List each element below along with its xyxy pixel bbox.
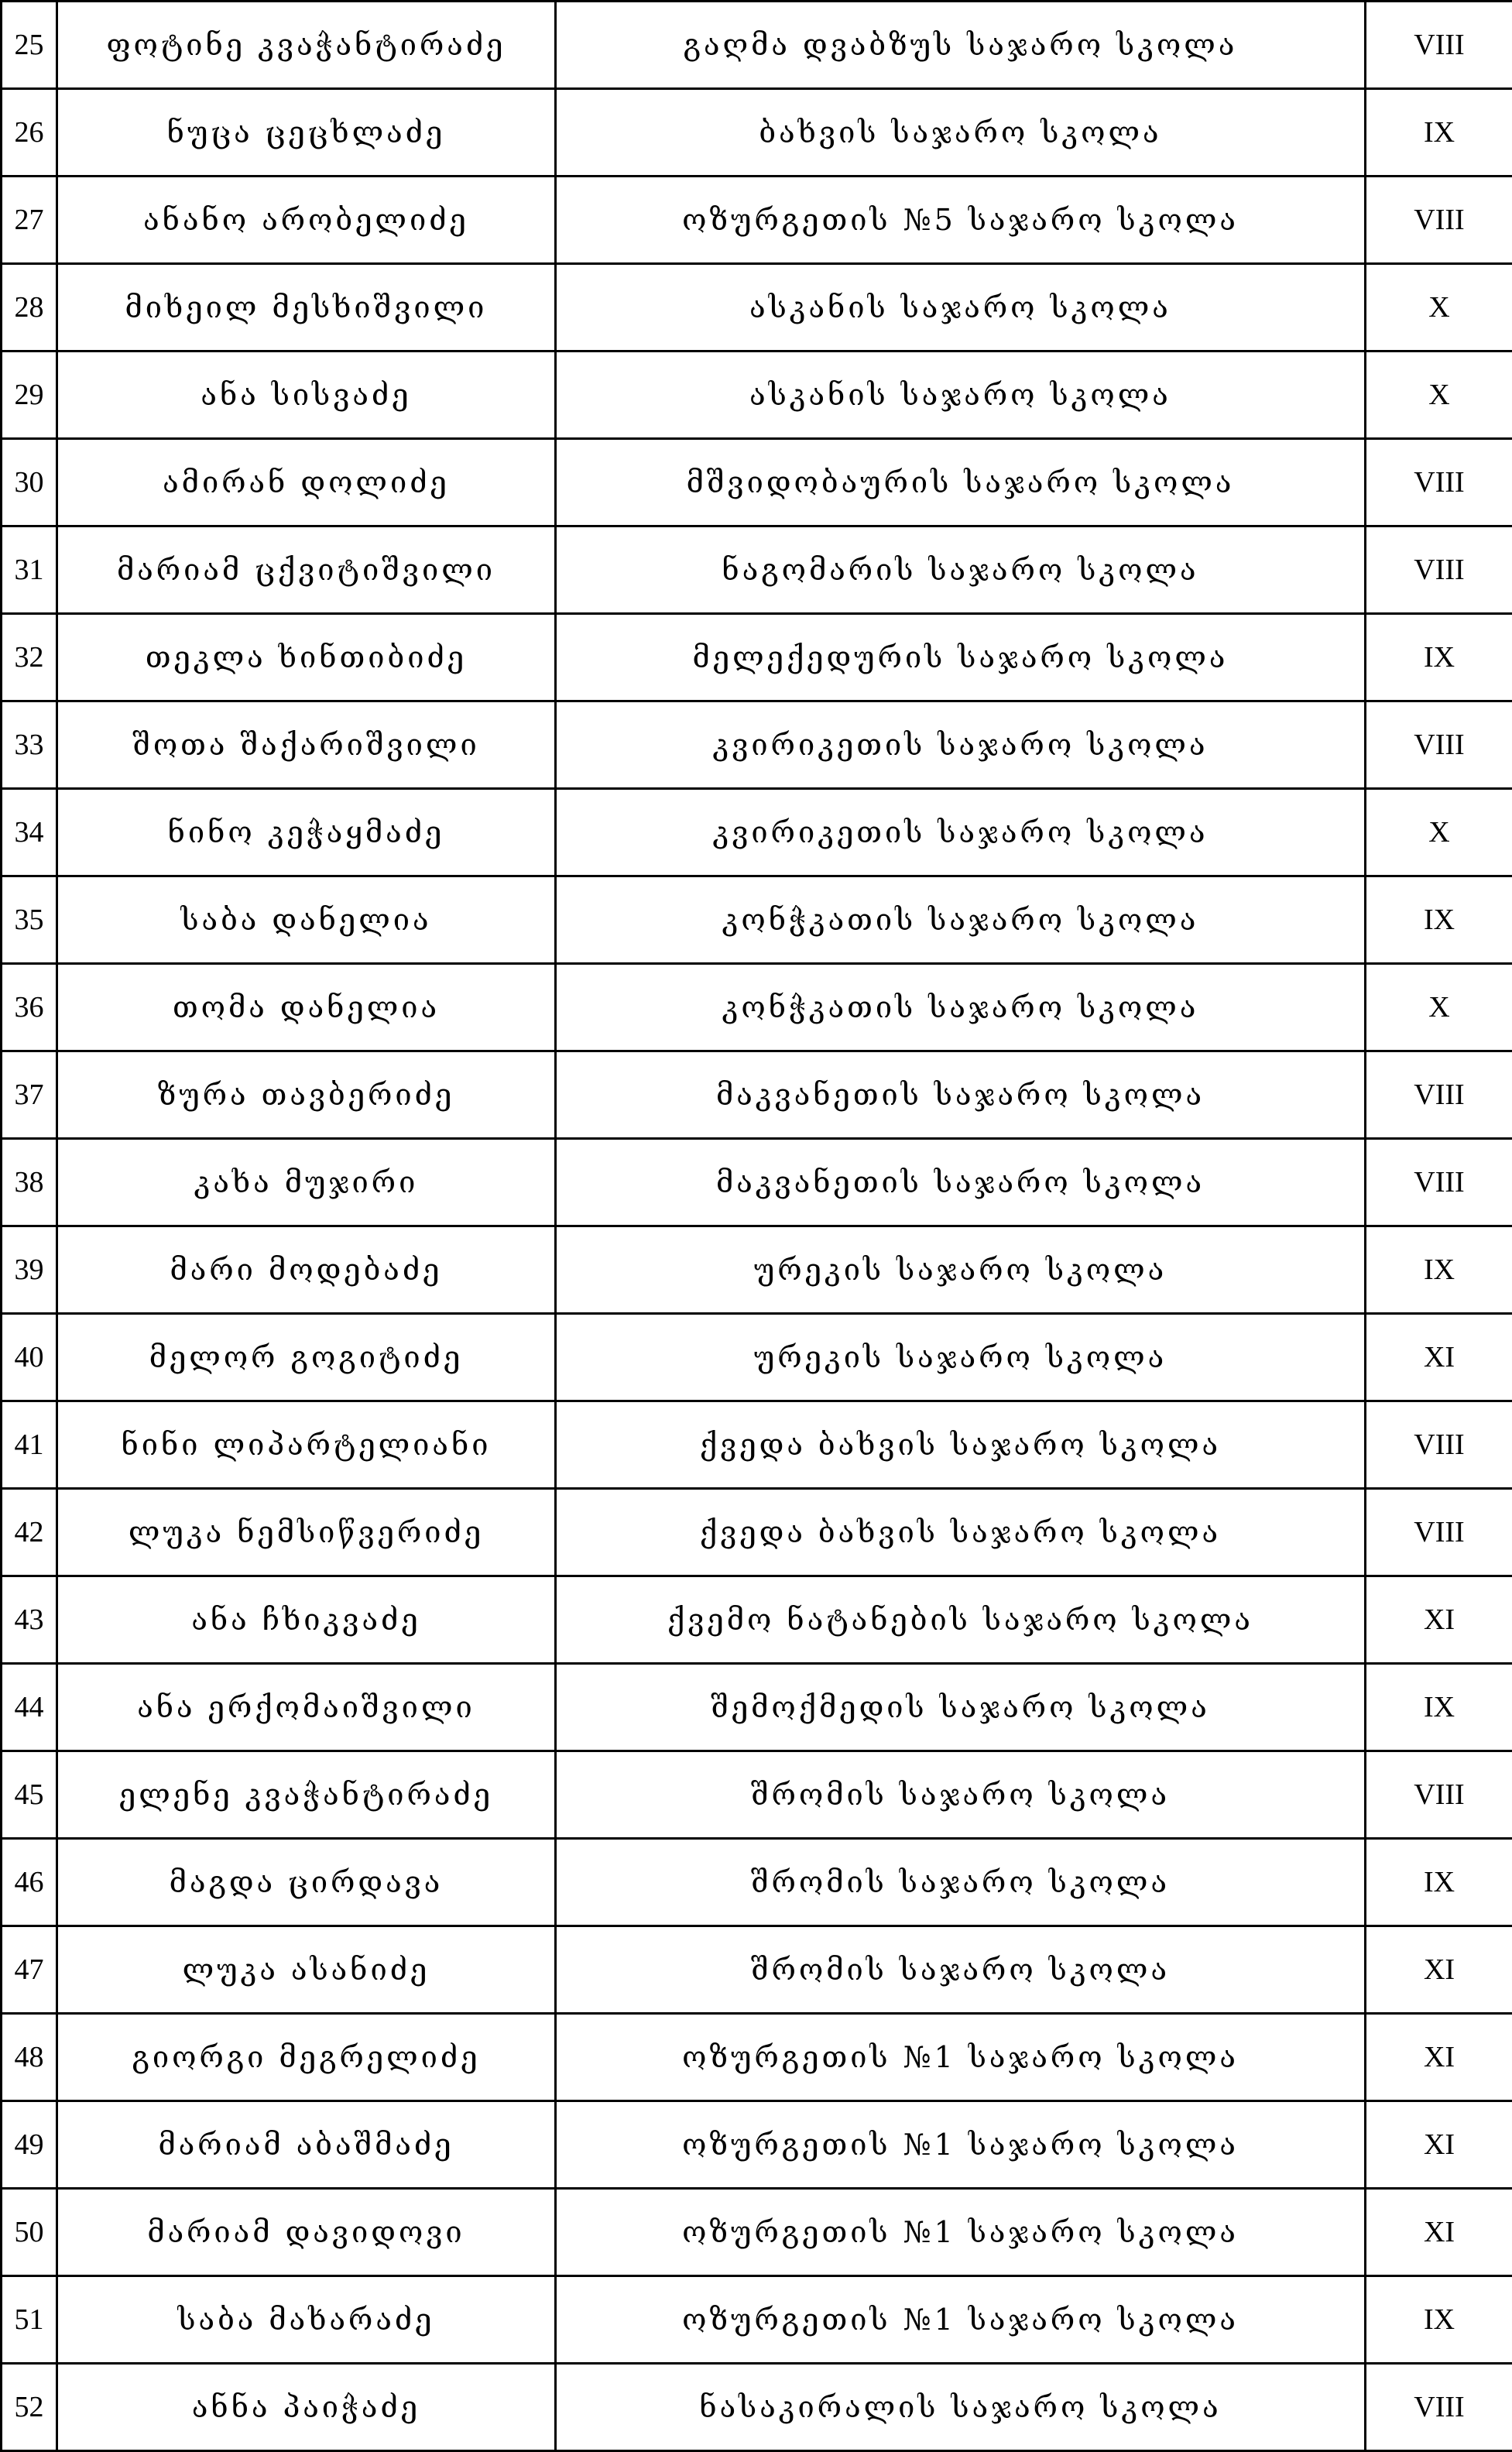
student-name: ანა ერქომაიშვილი (57, 1664, 556, 1751)
school-name: ურეკის საჯარო სკოლა (556, 1314, 1366, 1401)
row-number: 36 (2, 964, 57, 1051)
school-name: კონჭკათის საჯარო სკოლა (556, 964, 1366, 1051)
grade-class: IX (1366, 89, 1512, 177)
grade-class: VIII (1366, 1139, 1512, 1226)
table-row (2, 1139, 1512, 1226)
school-name: შრომის საჯარო სკოლა (556, 1839, 1366, 1926)
table-row (2, 264, 1512, 352)
table-row (2, 439, 1512, 526)
grade-class: VIII (1366, 701, 1512, 789)
student-name: ანნა პაიჭაძე (57, 2364, 556, 2451)
row-number: 43 (2, 1576, 57, 1664)
row-number: 39 (2, 1226, 57, 1314)
school-name: ოზურგეთის №5 საჯარო სკოლა (556, 177, 1366, 264)
grade-class: X (1366, 964, 1512, 1051)
row-number: 42 (2, 1489, 57, 1576)
student-name: კახა მუჯირი (57, 1139, 556, 1226)
grade-class: IX (1366, 1839, 1512, 1926)
table-row (2, 789, 1512, 876)
student-name: ანა სისვაძე (57, 352, 556, 439)
student-name: ზურა თავბერიძე (57, 1051, 556, 1139)
table-row (2, 2189, 1512, 2276)
grade-class: IX (1366, 1664, 1512, 1751)
school-name: შრომის საჯარო სკოლა (556, 1926, 1366, 2014)
grade-class: VIII (1366, 1051, 1512, 1139)
grade-class: IX (1366, 614, 1512, 701)
school-name: კონჭკათის საჯარო სკოლა (556, 876, 1366, 964)
student-name: მიხეილ მესხიშვილი (57, 264, 556, 352)
table-row (2, 1664, 1512, 1751)
row-number: 38 (2, 1139, 57, 1226)
school-name: ქვემო ნატანების საჯარო სკოლა (556, 1576, 1366, 1664)
school-name: ნასაკირალის საჯარო სკოლა (556, 2364, 1366, 2451)
student-name: ნინო კეჭაყმაძე (57, 789, 556, 876)
school-name: კვირიკეთის საჯარო სკოლა (556, 701, 1366, 789)
row-number: 28 (2, 264, 57, 352)
grade-class: XI (1366, 2189, 1512, 2276)
row-number: 45 (2, 1751, 57, 1839)
row-number: 41 (2, 1401, 57, 1489)
table-row (2, 1489, 1512, 1576)
student-name: მარიამ დავიდოვი (57, 2189, 556, 2276)
table-row (2, 701, 1512, 789)
row-number: 27 (2, 177, 57, 264)
row-number: 50 (2, 2189, 57, 2276)
grade-class: XI (1366, 1576, 1512, 1664)
row-number: 32 (2, 614, 57, 701)
student-name: გიორგი მეგრელიძე (57, 2014, 556, 2101)
student-name: ამირან დოლიძე (57, 439, 556, 526)
grade-class: XI (1366, 1314, 1512, 1401)
table-row (2, 1839, 1512, 1926)
grade-class: VIII (1366, 2, 1512, 89)
table-row (2, 2014, 1512, 2101)
table-row (2, 352, 1512, 439)
school-name: ასკანის საჯარო სკოლა (556, 264, 1366, 352)
table-row (2, 2, 1512, 89)
school-name: მელექედურის საჯარო სკოლა (556, 614, 1366, 701)
row-number: 33 (2, 701, 57, 789)
school-name: ოზურგეთის №1 საჯარო სკოლა (556, 2276, 1366, 2364)
grade-class: IX (1366, 2276, 1512, 2364)
student-name: ლუკა ნემსიწვერიძე (57, 1489, 556, 1576)
school-name: ქვედა ბახვის საჯარო სკოლა (556, 1401, 1366, 1489)
row-number: 30 (2, 439, 57, 526)
school-name: ბახვის საჯარო სკოლა (556, 89, 1366, 177)
table-row (2, 2276, 1512, 2364)
row-number: 31 (2, 526, 57, 614)
student-name: ელენე კვაჭანტირაძე (57, 1751, 556, 1839)
student-name: მარი მოდებაძე (57, 1226, 556, 1314)
student-name: შოთა შაქარიშვილი (57, 701, 556, 789)
table-row (2, 1226, 1512, 1314)
student-name: ნუცა ცეცხლაძე (57, 89, 556, 177)
student-name: საბა დანელია (57, 876, 556, 964)
students-table-body (2, 2, 1512, 2451)
grade-class: VIII (1366, 1751, 1512, 1839)
row-number: 35 (2, 876, 57, 964)
grade-class: XI (1366, 2101, 1512, 2189)
row-number: 25 (2, 2, 57, 89)
grade-class: VIII (1366, 2364, 1512, 2451)
student-name: თეკლა ხინთიბიძე (57, 614, 556, 701)
school-name: ნაგომარის საჯარო სკოლა (556, 526, 1366, 614)
row-number: 52 (2, 2364, 57, 2451)
row-number: 49 (2, 2101, 57, 2189)
grade-class: VIII (1366, 1489, 1512, 1576)
student-name: ლუკა ასანიძე (57, 1926, 556, 2014)
student-name: მელორ გოგიტიძე (57, 1314, 556, 1401)
school-name: ოზურგეთის №1 საჯარო სკოლა (556, 2189, 1366, 2276)
school-name: ოზურგეთის №1 საჯარო სკოლა (556, 2014, 1366, 2101)
table-row (2, 1926, 1512, 2014)
school-name: კვირიკეთის საჯარო სკოლა (556, 789, 1366, 876)
row-number: 47 (2, 1926, 57, 2014)
student-name: ნინი ლიპარტელიანი (57, 1401, 556, 1489)
student-name: მარიამ აბაშმაძე (57, 2101, 556, 2189)
student-name: მაგდა ცირდავა (57, 1839, 556, 1926)
school-name: ურეკის საჯარო სკოლა (556, 1226, 1366, 1314)
table-row (2, 964, 1512, 1051)
school-name: მაკვანეთის საჯარო სკოლა (556, 1139, 1366, 1226)
grade-class: XI (1366, 1926, 1512, 2014)
table-row (2, 1576, 1512, 1664)
school-name: მაკვანეთის საჯარო სკოლა (556, 1051, 1366, 1139)
table-row (2, 2364, 1512, 2451)
grade-class: VIII (1366, 177, 1512, 264)
student-name: საბა მახარაძე (57, 2276, 556, 2364)
table-row (2, 177, 1512, 264)
table-row (2, 89, 1512, 177)
school-name: ოზურგეთის №1 საჯარო სკოლა (556, 2101, 1366, 2189)
row-number: 34 (2, 789, 57, 876)
grade-class: VIII (1366, 526, 1512, 614)
table-row (2, 526, 1512, 614)
grade-class: X (1366, 352, 1512, 439)
table-row (2, 1751, 1512, 1839)
grade-class: IX (1366, 876, 1512, 964)
grade-class: XI (1366, 2014, 1512, 2101)
grade-class: VIII (1366, 439, 1512, 526)
student-name: თომა დანელია (57, 964, 556, 1051)
grade-class: X (1366, 264, 1512, 352)
table-row (2, 876, 1512, 964)
school-name: ქვედა ბახვის საჯარო სკოლა (556, 1489, 1366, 1576)
school-name: შრომის საჯარო სკოლა (556, 1751, 1366, 1839)
row-number: 26 (2, 89, 57, 177)
student-name: ანა ჩხიკვაძე (57, 1576, 556, 1664)
school-name: ასკანის საჯარო სკოლა (556, 352, 1366, 439)
table-row (2, 614, 1512, 701)
row-number: 48 (2, 2014, 57, 2101)
table-row (2, 1314, 1512, 1401)
row-number: 37 (2, 1051, 57, 1139)
row-number: 51 (2, 2276, 57, 2364)
student-name: მარიამ ცქვიტიშვილი (57, 526, 556, 614)
student-name: ანანო არობელიძე (57, 177, 556, 264)
school-name: შემოქმედის საჯარო სკოლა (556, 1664, 1366, 1751)
school-name: გაღმა დვაბზუს საჯარო სკოლა (556, 2, 1366, 89)
row-number: 40 (2, 1314, 57, 1401)
grade-class: X (1366, 789, 1512, 876)
grade-class: VIII (1366, 1401, 1512, 1489)
school-name: მშვიდობაურის საჯარო სკოლა (556, 439, 1366, 526)
table-row (2, 2101, 1512, 2189)
table-row (2, 1051, 1512, 1139)
student-name: ფოტინე კვაჭანტირაძე (57, 2, 556, 89)
row-number: 44 (2, 1664, 57, 1751)
grade-class: IX (1366, 1226, 1512, 1314)
row-number: 29 (2, 352, 57, 439)
row-number: 46 (2, 1839, 57, 1926)
table-row (2, 1401, 1512, 1489)
